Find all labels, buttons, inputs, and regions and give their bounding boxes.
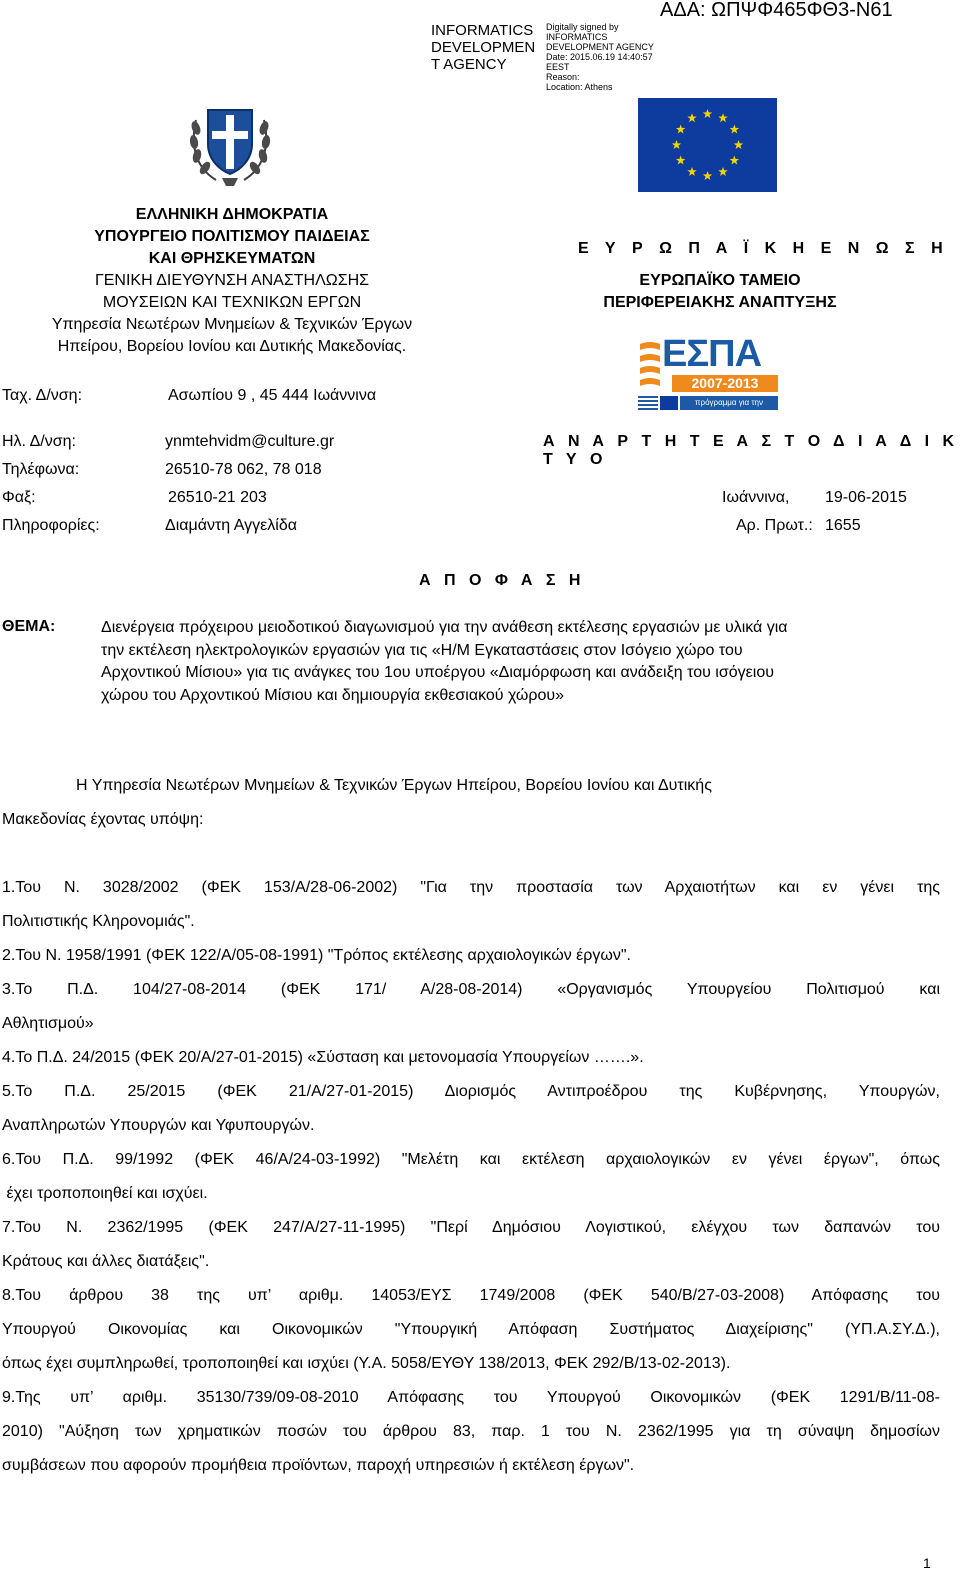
consideration-line: 7.Του Ν. 2362/1995 (ΦΕΚ 247/Α/27-11-1995) "Περί Δημόσιου Λογιστικού, ελέγχου των δαπανών του — [2, 1219, 940, 1236]
intro-line-2: Μακεδονίας έχοντας υπόψη: — [2, 811, 204, 828]
issuer-line-bold: ΕΛΛΗΝΙΚΗ ΔΗΜΟΚΡΑΤΙΑ — [135, 206, 329, 223]
eu-flag-icon — [638, 98, 777, 192]
issuer-line: ΓΕΝΙΚΗ ΔΙΕΥΘΥΝΣΗ ΑΝΑΣΤΗΛΩΣΗΣ — [94, 272, 370, 289]
phone-value: 26510-78 062, 78 018 — [165, 461, 322, 478]
consideration-line: όπως έχει συμπληρωθεί, τροποποιηθεί και ισχύει (Υ.Α. 5058/ΕΥΘΥ 138/2013, ΦΕΚ 292/Β/13-02-2013). — [2, 1355, 731, 1372]
consideration-line: Αθλητισμού» — [2, 1015, 94, 1032]
considerations-list — [2, 871, 940, 1483]
consideration-line: 8.Του άρθρου 38 της υπ’ αριθμ. 14053/ΕΥΣ 1749/2008 (ΦΕΚ 540/Β/27-03-2008) Απόφασης του — [2, 1287, 940, 1304]
eu-fund-line: ΠΕΡΙΦΕΡΕΙΑΚΗΣ ΑΝΑΠΤΥΞΗΣ — [603, 294, 837, 311]
consideration-item — [2, 973, 940, 1041]
page-number: 1 — [923, 1555, 931, 1571]
ada-code: ΑΔΑ: ΩΠΨΦ465ΦΘ3-Ν61 — [660, 0, 893, 21]
email-label: Ηλ. Δ/νση: — [2, 433, 76, 450]
issuer-line: Ηπείρου, Βορείου Ιονίου και Δυτικής Μακεδονίας. — [57, 338, 407, 355]
phone-label: Τηλέφωνα: — [2, 461, 80, 478]
consideration-line: συμβάσεων που αφορούν προμήθεια προϊόντων, παροχή υπηρεσιών ή εκτέλεση έργων". — [2, 1457, 635, 1474]
subject-label: ΘΕΜΑ: — [2, 618, 56, 635]
eu-fund — [560, 270, 880, 314]
signer-line: T AGENCY — [431, 56, 507, 73]
decision-title: Α Π Ο Φ Α Σ Η — [419, 572, 585, 589]
espa-swoosh-icon — [638, 338, 662, 388]
espa-years: 2007-2013 — [672, 375, 778, 392]
consideration-line: 4.Το Π.Δ. 24/2015 (ΦΕΚ 20/Α/27-01-2015) «Σύσταση και μετονομασία Υπουργείων …….». — [2, 1049, 644, 1066]
eu-mini-flag-icon — [660, 396, 678, 410]
protocol-number: 1655 — [825, 517, 861, 534]
issuer-line: ΜΟΥΣΕΙΩΝ ΚΑΙ ΤΕΧΝΙΚΩΝ ΕΡΓΩΝ — [102, 294, 362, 311]
consideration-line: 5.Το Π.Δ. 25/2015 (ΦΕΚ 21/Α/27-01-2015) Διορισμός Αντιπροέδρου της Κυβέρνησης, Υπουργών, — [2, 1083, 940, 1100]
consideration-item — [2, 1041, 940, 1075]
consideration-item — [2, 871, 940, 939]
signature-detail-line: INFORMATICS — [546, 32, 608, 42]
espa-main: ΕΣΠΑ — [662, 333, 762, 375]
consideration-item — [2, 1211, 940, 1279]
date: 19-06-2015 — [825, 489, 907, 506]
signature-detail-line: Reason: — [546, 72, 580, 82]
signature-detail-line: Digitally signed by — [546, 22, 619, 32]
eu-fund-line: ΕΥΡΩΠΑΪΚΟ ΤΑΜΕΙΟ — [639, 272, 801, 289]
consideration-item — [2, 1075, 940, 1143]
consideration-line: 3.Το Π.Δ. 104/27-08-2014 (ΦΕΚ 171/ Α/28-08-2014) «Οργανισμός Υπουργείου Πολιτισμού και — [2, 981, 940, 998]
consideration-line: Κράτους και άλλες διατάξεις". — [2, 1253, 210, 1270]
intro-line-1: Η Υπηρεσία Νεωτέρων Μνημείων & Τεχνικών Έργων Ηπείρου, Βορείου Ιονίου και Δυτικής — [76, 777, 712, 794]
place: Ιωάννινα, — [722, 489, 790, 506]
postal-value: Ασωπίου 9 , 45 444 Ιωάννινα — [168, 387, 377, 404]
postal-label: Ταχ. Δ/νση: — [2, 387, 83, 404]
subject-line: την εκτέλεση ηλεκτρολογικών εργασιών για τις «Η/Μ Εγκαταστάσεις στον Ισόγειο χώρο του — [101, 641, 743, 659]
consideration-line: έχει τροποποιηθεί και ισχύει. — [2, 1185, 208, 1202]
issuer-line-bold: ΚΑΙ ΘΡΗΣΚΕΥΜΑΤΩΝ — [148, 250, 316, 267]
consideration-item — [2, 939, 940, 973]
subject-line: Διενέργεια πρόχειρου μειοδοτικού διαγωνισμού για την ανάθεση εκτέλεσης εργασιών με υλικά για — [101, 619, 788, 636]
greek-coat-of-arms-icon — [186, 98, 274, 188]
fax-value: 26510-21 203 — [168, 489, 267, 506]
issuer-line-bold: ΥΠΟΥΡΓΕΙΟ ΠΟΛΙΤΙΣΜΟΥ ΠΑΙΔΕΙΑΣ — [94, 228, 370, 245]
subject-text — [101, 617, 956, 707]
consideration-line: Πολιτιστικής Κληρονομιάς". — [2, 913, 195, 930]
greek-flag-icon — [638, 396, 658, 410]
signature-details — [546, 22, 654, 92]
signature-signer — [431, 22, 535, 73]
issuer-line: Υπηρεσία Νεωτέρων Μνημείων & Τεχνικών Έργων — [51, 316, 413, 333]
info-value: Διαμάντη Αγγελίδα — [165, 517, 297, 534]
signature-detail-line: Date: 2015.06.19 14:40:57 — [546, 52, 653, 62]
consideration-item — [2, 1279, 940, 1381]
consideration-line: 2.Του Ν. 1958/1991 (ΦΕΚ 122/Α/05-08-1991) "Τρόπος εκτέλεσης αρχαιολογικών έργων". — [2, 947, 631, 964]
consideration-line: 6.Του Π.Δ. 99/1992 (ΦΕΚ 46/Α/24-03-1992) "Μελέτη και εκτέλεση αρχαιολογικών εν γένει έργων", όπως — [2, 1151, 940, 1168]
signature-detail-line: Location: Athens — [546, 82, 613, 92]
signature-detail-line: DEVELOPMENT AGENCY — [546, 42, 654, 52]
subject-line: χώρου του Αρχοντικού Μίσιου και δημιουργία εκθεσιακού χώρου» — [101, 686, 565, 704]
issuer-block — [0, 204, 464, 358]
consideration-item — [2, 1143, 940, 1211]
consideration-line: 2010) "Αύξηση των χρηματικών ποσών του άρθρου 83, παρ. 1 του Ν. 2362/1995 για τη σύναψη δημοσίων — [2, 1423, 940, 1440]
publish-notice: Α Ν Α Ρ Τ Η Τ Ε Α Σ Τ Ο Δ Ι Α Δ Ι Κ Τ Υ Ο — [543, 433, 959, 468]
email-value: ynmtehvidm@culture.gr — [165, 433, 335, 450]
signer-line: DEVELOPMEN — [431, 39, 536, 56]
info-label: Πληροφορίες: — [2, 517, 100, 534]
eu-union-title: Ε Υ Ρ Ω Π Α Ϊ Κ Η Ε Ν Ω Σ Η — [578, 240, 949, 257]
consideration-line: 1.Του Ν. 3028/2002 (ΦΕΚ 153/Α/28-06-2002) "Για την προστασία των Αρχαιοτήτων και εν γένει της — [2, 879, 940, 896]
espa-logo — [638, 333, 780, 421]
espa-tagline: πρόγραμμα για την ανάπτυξη — [680, 396, 778, 410]
signature-detail-line: EEST — [546, 62, 570, 72]
consideration-line: Υπουργού Οικονομίας και Οικονομικών "Υπουργική Απόφαση Συστήματος Διαχείρισης" (ΥΠ.Α.ΣΥ.Δ.), — [2, 1321, 940, 1338]
subject-line: Αρχοντικού Μίσιου» για τις ανάγκες του 1ου υποέργου «Διαμόρφωση και ανάδειξη του ισόγειου — [101, 664, 774, 681]
signer-line: INFORMATICS — [431, 22, 534, 39]
consideration-item — [2, 1381, 940, 1483]
fax-label: Φαξ: — [2, 489, 36, 506]
protocol-label: Αρ. Πρωτ.: — [736, 517, 813, 534]
consideration-line: 9.Της υπ’ αριθμ. 35130/739/09-08-2010 Απόφασης του Υπουργού Οικονομικών (ΦΕΚ 1291/Β/11-08- — [2, 1389, 940, 1406]
consideration-line: Αναπληρωτών Υπουργών και Υφυπουργών. — [2, 1117, 315, 1134]
